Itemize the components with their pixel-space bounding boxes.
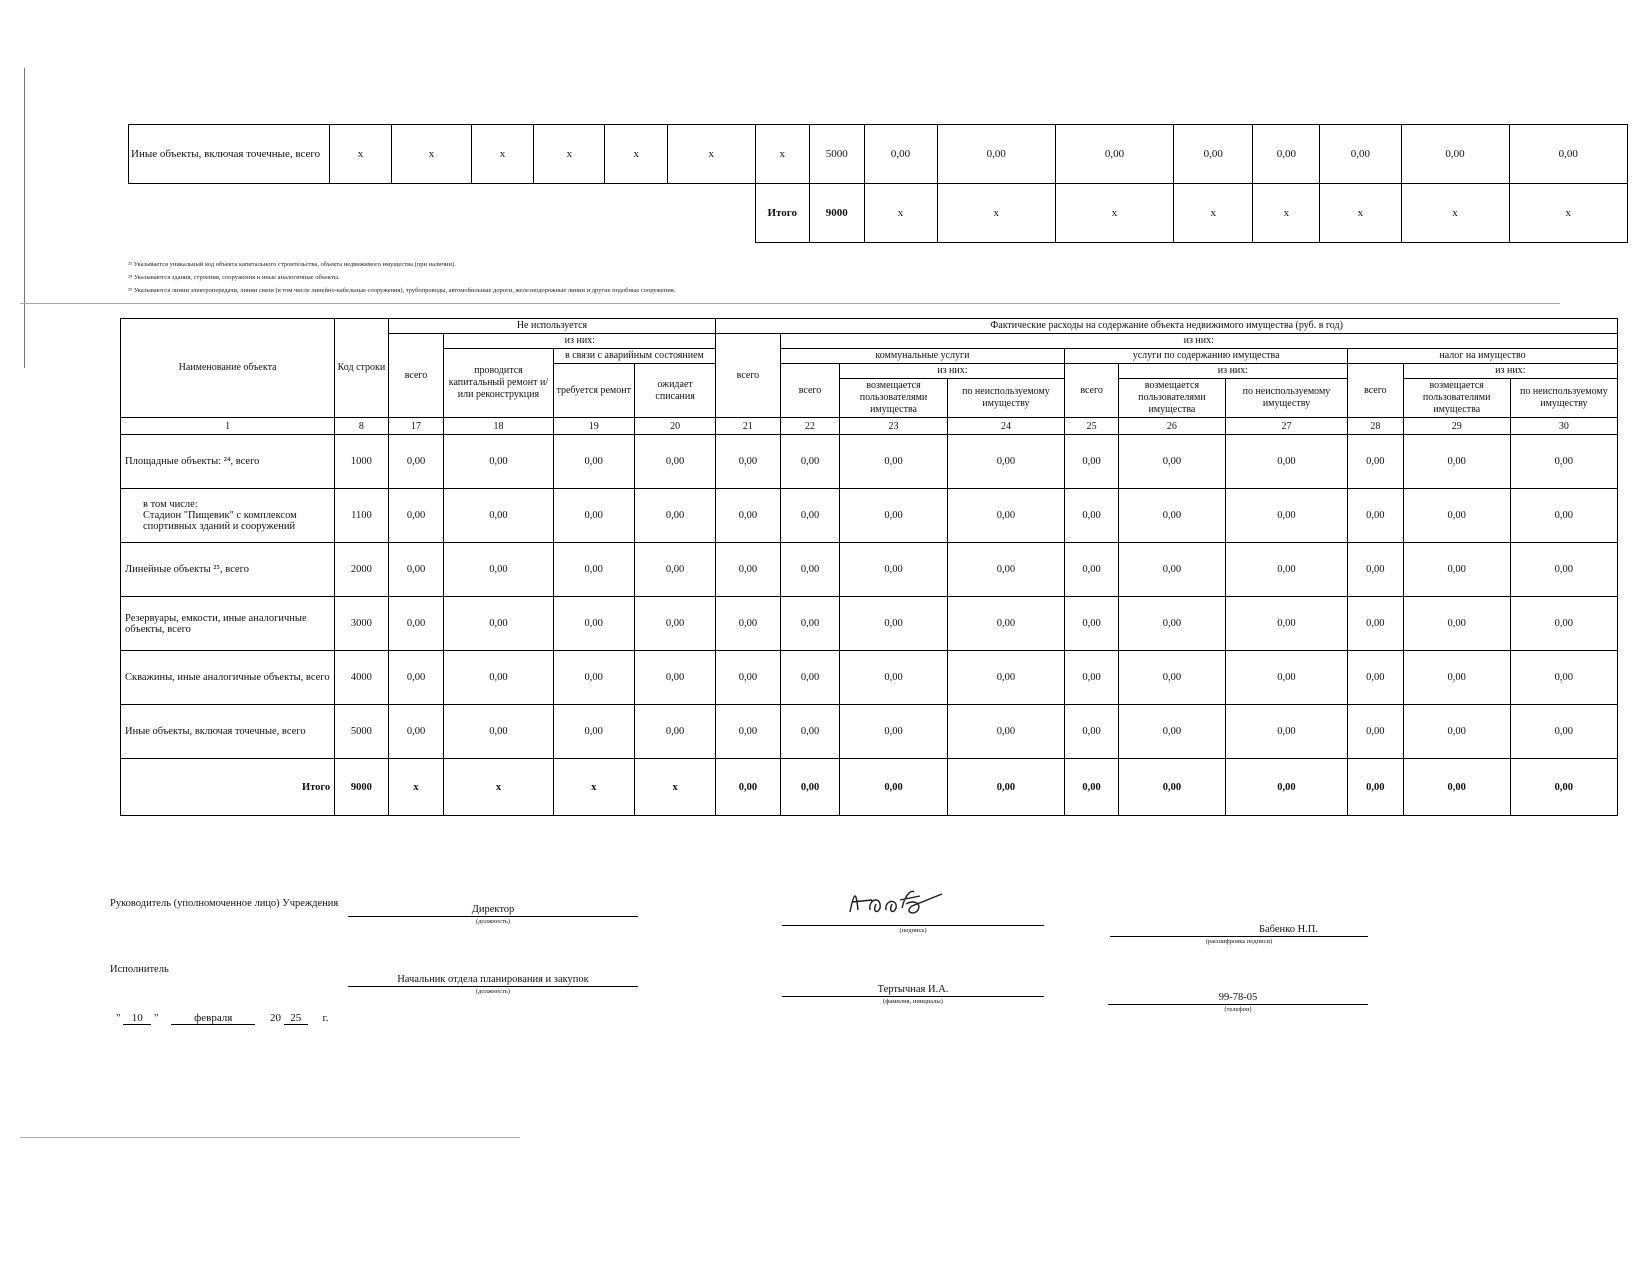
value-cell: 0,00 xyxy=(947,489,1065,543)
value-cell: 0,00 xyxy=(947,651,1065,705)
total-row xyxy=(121,759,1618,816)
value-cell: 0,00 xyxy=(1065,543,1119,597)
signature-line xyxy=(782,888,1044,926)
header-total: всего xyxy=(780,364,840,418)
mark-cell: x xyxy=(937,184,1055,243)
executor-position-block xyxy=(348,974,638,995)
signature-caption: (подпись) xyxy=(899,927,927,934)
date-year: 25 xyxy=(284,1012,308,1025)
header-row xyxy=(121,319,1618,334)
value-cell: 0,00 xyxy=(634,651,715,705)
date-day: 10 xyxy=(123,1012,151,1025)
row-name-cell: Скважины, иные аналогичные объекты, всего xyxy=(121,651,335,705)
value-cell: 0,00 xyxy=(1347,705,1403,759)
value-cell: 0,00 xyxy=(840,651,947,705)
data-rows xyxy=(121,435,1618,759)
total-label: Итого xyxy=(121,759,335,816)
value-cell: 0,00 xyxy=(1510,489,1617,543)
value-cell: 0,00 xyxy=(840,705,947,759)
code-cell: 2000 xyxy=(335,543,389,597)
mark-cell: x xyxy=(755,125,810,184)
table-row xyxy=(121,597,1618,651)
value-cell: 0,00 xyxy=(1055,125,1173,184)
date-line xyxy=(116,1012,329,1025)
value-cell: 0,00 xyxy=(947,543,1065,597)
mark-cell: x xyxy=(668,125,755,184)
value-cell: 0,00 xyxy=(937,125,1055,184)
header-of-which: из них: xyxy=(444,334,716,349)
value-cell: 0,00 xyxy=(840,435,947,489)
value-cell: 0,00 xyxy=(716,759,780,816)
header-actual-expenses: Фактические расходы на содержание объекта недвижимого имущества (руб. в год) xyxy=(716,319,1618,334)
position-caption: (должность) xyxy=(475,918,511,925)
value-cell: 0,00 xyxy=(634,705,715,759)
column-number: 30 xyxy=(1510,418,1617,435)
mark-cell: x xyxy=(1509,184,1627,243)
value-cell: 0,00 xyxy=(388,435,444,489)
head-signature-block xyxy=(782,888,1044,934)
value-cell: 0,00 xyxy=(444,489,553,543)
head-name: Бабенко Н.П. xyxy=(1110,924,1368,937)
value-cell: 0,00 xyxy=(1320,125,1401,184)
code-cell: 5000 xyxy=(335,705,389,759)
mark-cell: x xyxy=(1174,184,1253,243)
value-cell: 0,00 xyxy=(1510,651,1617,705)
header-total: всего xyxy=(1347,364,1403,418)
value-cell: 0,00 xyxy=(388,597,444,651)
value-cell: 0,00 xyxy=(780,759,840,816)
value-cell: 0,00 xyxy=(716,543,780,597)
handwritten-signature xyxy=(842,882,982,922)
value-cell: 0,00 xyxy=(1118,651,1225,705)
value-cell: 0,00 xyxy=(1118,759,1225,816)
value-cell: 0,00 xyxy=(840,759,947,816)
value-cell: 0,00 xyxy=(947,597,1065,651)
phone-caption: (телефон) xyxy=(1224,1006,1252,1013)
value-cell: 0,00 xyxy=(1347,759,1403,816)
header-awaiting-writeoff: ожидает списания xyxy=(634,364,715,418)
value-cell: 0,00 xyxy=(1347,435,1403,489)
value-cell: 0,00 xyxy=(1065,435,1119,489)
header-total: всего xyxy=(1065,364,1119,418)
header-utilities: коммунальные услуги xyxy=(780,349,1065,364)
code-cell: 9000 xyxy=(335,759,389,816)
header-needs-repair: требуется ремонт xyxy=(553,364,634,418)
date-year-prefix: 20 xyxy=(270,1012,281,1024)
column-number: 23 xyxy=(840,418,947,435)
code-cell: 4000 xyxy=(335,651,389,705)
column-number: 25 xyxy=(1065,418,1119,435)
footnotes xyxy=(128,258,675,297)
header-emergency: в связи с аварийным состоянием xyxy=(553,349,716,364)
head-name-block xyxy=(1110,924,1368,945)
phone: 99-78-05 xyxy=(1108,992,1368,1005)
table-row xyxy=(129,125,1628,184)
header-name: Наименование объекта xyxy=(121,319,335,418)
main-table xyxy=(120,318,1618,816)
column-number: 26 xyxy=(1118,418,1225,435)
header-unused-property: по неиспользуемому имуществу xyxy=(1225,379,1347,418)
header-total: всего xyxy=(388,334,444,418)
table-row xyxy=(121,489,1618,543)
value-cell: 0,00 xyxy=(780,651,840,705)
code-cell: 5000 xyxy=(810,125,865,184)
code-cell: 1000 xyxy=(335,435,389,489)
value-cell: 0,00 xyxy=(1225,597,1347,651)
column-number: 29 xyxy=(1403,418,1510,435)
head-label: Руководитель (уполномоченное лицо) Учреждения xyxy=(110,898,339,909)
footnote: ²⁵ Указываются линии электропередачи, линии связи (в том числе линейно-кабельные сооружения), трубопроводы, автомобильные дороги, железнодорожные линии и другие подобные сооружения. xyxy=(128,287,676,294)
header-reimbursed: возмещается пользователями имущества xyxy=(1403,379,1510,418)
value-cell: 0,00 xyxy=(780,597,840,651)
value-cell: 0,00 xyxy=(1253,125,1320,184)
value-cell: 0,00 xyxy=(444,435,553,489)
footnote: ²³ Указывается уникальный код объекта капитального строительства, объекта недвижимого имущества (при наличии). xyxy=(128,261,456,268)
mark-cell: x xyxy=(1253,184,1320,243)
phone-block xyxy=(1108,992,1368,1013)
value-cell: 0,00 xyxy=(388,651,444,705)
value-cell: 0,00 xyxy=(1118,705,1225,759)
column-number: 19 xyxy=(553,418,634,435)
value-cell: 0,00 xyxy=(634,597,715,651)
value-cell: 0,00 xyxy=(1403,543,1510,597)
mark-cell: x xyxy=(1401,184,1509,243)
mark-cell: x xyxy=(864,184,937,243)
value-cell: 0,00 xyxy=(1225,705,1347,759)
code-cell: 9000 xyxy=(810,184,865,243)
header-maintenance: услуги по содержанию имущества xyxy=(1065,349,1348,364)
header-of-which: из них: xyxy=(1118,364,1347,379)
header-of-which: из них: xyxy=(1403,364,1617,379)
mark-cell: x xyxy=(605,125,668,184)
mark-cell: x xyxy=(329,125,392,184)
header-of-which: из них: xyxy=(840,364,1065,379)
value-cell: 0,00 xyxy=(947,705,1065,759)
value-cell: 0,00 xyxy=(1118,543,1225,597)
value-cell: 0,00 xyxy=(553,435,634,489)
value-cell: 0,00 xyxy=(444,543,553,597)
value-cell: 0,00 xyxy=(840,489,947,543)
value-cell: 0,00 xyxy=(780,543,840,597)
value-cell: x xyxy=(388,759,444,816)
value-cell: 0,00 xyxy=(1174,125,1253,184)
column-number: 17 xyxy=(388,418,444,435)
quote-open: " xyxy=(116,1012,121,1024)
value-cell: 0,00 xyxy=(444,651,553,705)
column-number: 8 xyxy=(335,418,389,435)
scan-edge-left xyxy=(24,68,25,368)
position-caption: (должность) xyxy=(475,988,511,995)
value-cell: 0,00 xyxy=(716,705,780,759)
header-repair: проводится капитальный ремонт и/или реконструкция xyxy=(444,349,553,418)
value-cell: 0,00 xyxy=(388,705,444,759)
total-row xyxy=(129,184,1628,243)
value-cell: 0,00 xyxy=(634,435,715,489)
header-reimbursed: возмещается пользователями имущества xyxy=(840,379,947,418)
value-cell: 0,00 xyxy=(1225,543,1347,597)
value-cell: 0,00 xyxy=(1347,651,1403,705)
code-cell: 1100 xyxy=(335,489,389,543)
executor-name-caption: (фамилия, инициалы) xyxy=(883,998,943,1005)
value-cell: 0,00 xyxy=(1510,759,1617,816)
header-unused-property: по неиспользуемому имуществу xyxy=(1510,379,1617,418)
value-cell: 0,00 xyxy=(1403,759,1510,816)
column-number: 20 xyxy=(634,418,715,435)
value-cell: 0,00 xyxy=(553,489,634,543)
value-cell: 0,00 xyxy=(1065,705,1119,759)
row-name-cell: Резервуары, емкости, иные аналогичные объекты, всего xyxy=(121,597,335,651)
row-name-cell: Иные объекты, включая точечные, всего xyxy=(129,125,330,184)
value-cell: 0,00 xyxy=(1347,597,1403,651)
row-name-cell xyxy=(121,489,335,543)
row-name-prefix: в том числе: xyxy=(143,499,198,510)
value-cell: 0,00 xyxy=(553,651,634,705)
executor-position: Начальник отдела планирования и закупок xyxy=(348,974,638,987)
value-cell: 0,00 xyxy=(1065,651,1119,705)
value-cell: 0,00 xyxy=(1347,543,1403,597)
column-number: 27 xyxy=(1225,418,1347,435)
total-label: Итого xyxy=(755,184,810,243)
column-number: 28 xyxy=(1347,418,1403,435)
value-cell: 0,00 xyxy=(1225,489,1347,543)
value-cell: 0,00 xyxy=(716,435,780,489)
executor-name: Тертычная И.А. xyxy=(782,984,1044,997)
scan-edge-bottom xyxy=(20,1137,520,1138)
value-cell: 0,00 xyxy=(1118,435,1225,489)
code-cell: 3000 xyxy=(335,597,389,651)
head-position-block xyxy=(348,904,638,925)
column-number: 1 xyxy=(121,418,335,435)
value-cell: 0,00 xyxy=(716,597,780,651)
value-cell: 0,00 xyxy=(1225,759,1347,816)
column-number: 21 xyxy=(716,418,780,435)
value-cell: 0,00 xyxy=(1401,125,1509,184)
value-cell: 0,00 xyxy=(634,489,715,543)
column-number: 22 xyxy=(780,418,840,435)
row-name-cell: Площадные объекты: ²⁴, всего xyxy=(121,435,335,489)
value-cell: 0,00 xyxy=(1403,597,1510,651)
executor-label: Исполнитель xyxy=(110,964,169,975)
value-cell: 0,00 xyxy=(1510,705,1617,759)
value-cell: 0,00 xyxy=(716,651,780,705)
value-cell: x xyxy=(634,759,715,816)
value-cell: 0,00 xyxy=(1509,125,1627,184)
table-row xyxy=(121,543,1618,597)
row-name-cell: Иные объекты, включая точечные, всего xyxy=(121,705,335,759)
value-cell: 0,00 xyxy=(388,489,444,543)
value-cell: 0,00 xyxy=(840,597,947,651)
column-number-row xyxy=(121,418,1618,435)
table-row xyxy=(121,651,1618,705)
quote-close: " xyxy=(154,1012,159,1024)
value-cell: 0,00 xyxy=(1510,435,1617,489)
footnote: ²⁴ Указываются здания, строения, сооружения и иные аналогичные объекты. xyxy=(128,274,340,281)
value-cell: 0,00 xyxy=(947,435,1065,489)
row-name: Стадион "Пищевик" с комплексом спортивных зданий и сооружений xyxy=(143,510,297,532)
table-row xyxy=(121,435,1618,489)
value-cell: 0,00 xyxy=(1118,489,1225,543)
value-cell: 0,00 xyxy=(1403,489,1510,543)
blank-cell xyxy=(129,184,756,243)
value-cell: 0,00 xyxy=(1065,489,1119,543)
value-cell: 0,00 xyxy=(553,597,634,651)
mark-cell: x xyxy=(1055,184,1173,243)
value-cell: 0,00 xyxy=(840,543,947,597)
value-cell: 0,00 xyxy=(553,543,634,597)
header-property-tax: налог на имущество xyxy=(1347,349,1617,364)
value-cell: 0,00 xyxy=(1510,597,1617,651)
scan-dotted-divider xyxy=(20,303,1560,304)
value-cell: 0,00 xyxy=(780,705,840,759)
value-cell: 0,00 xyxy=(1225,435,1347,489)
value-cell: x xyxy=(553,759,634,816)
header-reimbursed: возмещается пользователями имущества xyxy=(1118,379,1225,418)
top-table xyxy=(128,124,1628,243)
name-caption: (расшифровка подписи) xyxy=(1205,938,1273,945)
header-not-used: Не используется xyxy=(388,319,716,334)
head-position: Директор xyxy=(348,904,638,917)
value-cell: 0,00 xyxy=(1225,651,1347,705)
value-cell: 0,00 xyxy=(864,125,937,184)
value-cell: 0,00 xyxy=(444,597,553,651)
value-cell: 0,00 xyxy=(780,489,840,543)
value-cell: 0,00 xyxy=(1403,651,1510,705)
mark-cell: x xyxy=(534,125,605,184)
column-number: 24 xyxy=(947,418,1065,435)
table-row xyxy=(121,705,1618,759)
value-cell: 0,00 xyxy=(780,435,840,489)
value-cell: 0,00 xyxy=(634,543,715,597)
mark-cell: x xyxy=(392,125,471,184)
value-cell: 0,00 xyxy=(1510,543,1617,597)
value-cell: 0,00 xyxy=(1065,597,1119,651)
value-cell: 0,00 xyxy=(1118,597,1225,651)
header-unused-property: по неиспользуемому имуществу xyxy=(947,379,1065,418)
mark-cell: x xyxy=(471,125,534,184)
value-cell: 0,00 xyxy=(716,489,780,543)
value-cell: 0,00 xyxy=(1403,705,1510,759)
executor-name-block xyxy=(782,984,1044,1005)
date-month: февраля xyxy=(171,1012,255,1025)
row-name-cell: Линейные объекты ²⁵, всего xyxy=(121,543,335,597)
value-cell: 0,00 xyxy=(947,759,1065,816)
header-total: всего xyxy=(716,334,780,418)
header-of-which: из них: xyxy=(780,334,1617,349)
value-cell: x xyxy=(444,759,553,816)
value-cell: 0,00 xyxy=(1347,489,1403,543)
value-cell: 0,00 xyxy=(1065,759,1119,816)
value-cell: 0,00 xyxy=(1403,435,1510,489)
value-cell: 0,00 xyxy=(444,705,553,759)
value-cell: 0,00 xyxy=(388,543,444,597)
column-number: 18 xyxy=(444,418,553,435)
header-code: Код строки xyxy=(335,319,389,418)
date-suffix: г. xyxy=(322,1012,329,1024)
mark-cell: x xyxy=(1320,184,1401,243)
value-cell: 0,00 xyxy=(553,705,634,759)
